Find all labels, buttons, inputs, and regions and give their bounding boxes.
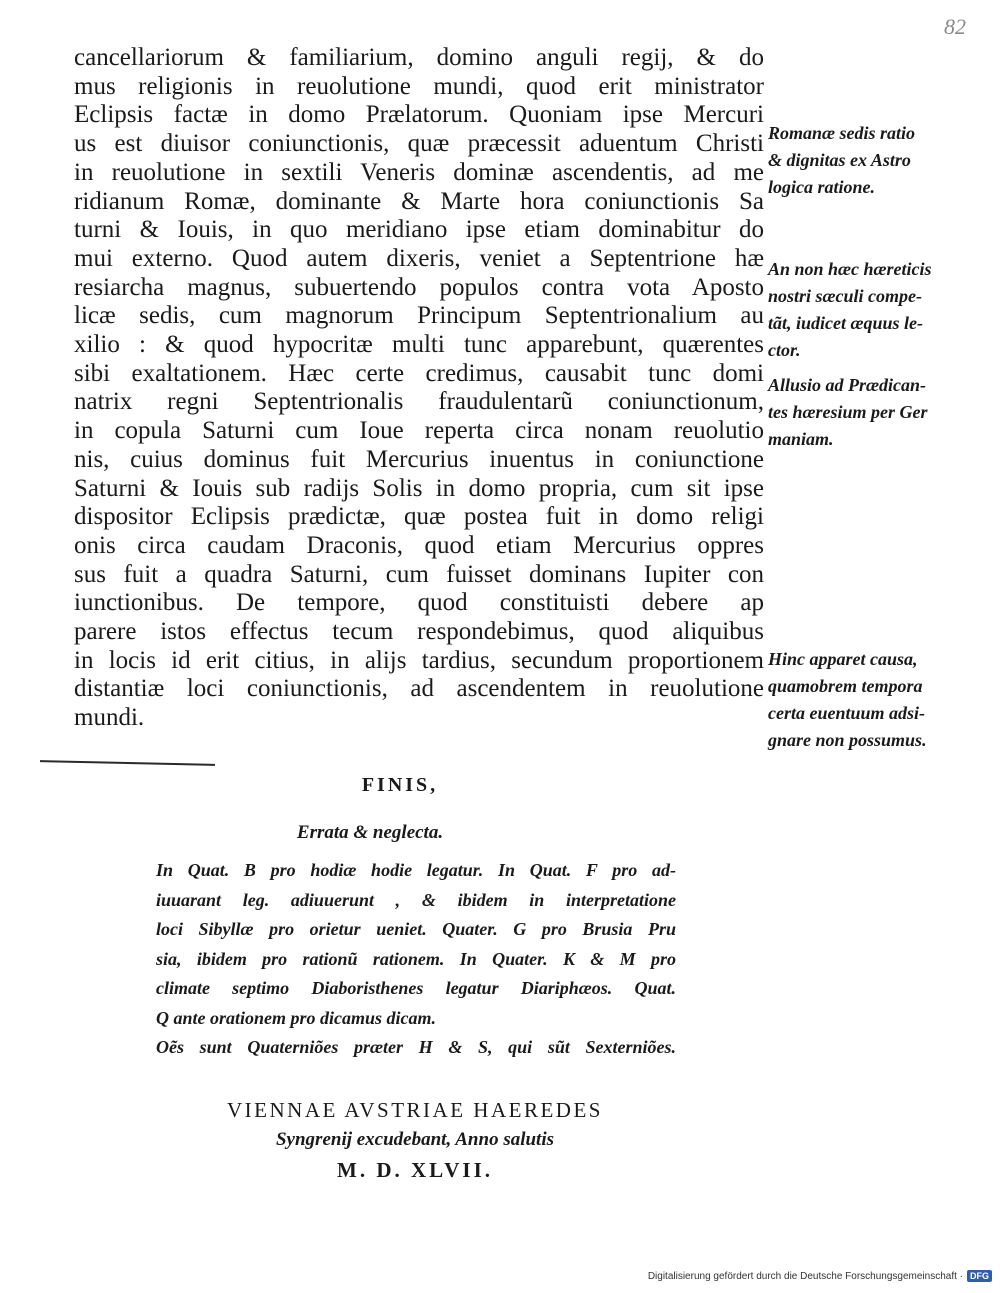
main-text-block — [74, 44, 764, 733]
colophon — [0, 1094, 830, 1186]
errata-line: loci Sibyllæ pro orietur ueniet. Quater. G pro Brusia Pru — [156, 919, 676, 939]
text-line: parere istos effectus tecum respondebimus, quod aliquibus — [74, 618, 764, 646]
text-line: us est diuisor coniunctionis, quæ præcessit aduentum Christi — [74, 130, 764, 158]
margin-note-line: Hinc apparet causa, — [768, 649, 918, 669]
dfg-logo-icon: DFG — [967, 1270, 992, 1282]
margin-note-line: logica ratione. — [768, 177, 875, 197]
text-line: Eclipsis factæ in domo Prælatorum. Quoniam ipse Mercuri — [74, 101, 764, 129]
text-line: ridianum Romæ, dominante & Marte hora coniunctionis Sa — [74, 187, 764, 215]
text-line: iunctionibus. De tempore, quod constituisti debere ap — [74, 589, 764, 617]
errata-line: climate septimo Diaboristhenes legatur Diariphæos. Quat. — [156, 978, 676, 998]
text-line: turni & Iouis, in quo meridiano ipse etiam dominabitur do — [74, 216, 764, 244]
text-line: onis circa caudam Draconis, quod etiam Mercurius oppres — [74, 531, 764, 559]
ink-underline — [40, 760, 215, 766]
margin-note-tempora — [768, 646, 968, 754]
text-line: mundi. — [74, 704, 145, 732]
text-line: mui externo. Quod autem dixeris, veniet a Septentrione hæ — [74, 244, 764, 272]
colophon-year: M. D. XLVII. — [337, 1158, 493, 1182]
margin-note-line: maniam. — [768, 429, 834, 449]
finis-heading: FINIS, — [361, 774, 439, 796]
margin-note-line: nostri sæculi compe- — [768, 286, 923, 306]
margin-note-rome — [768, 120, 968, 201]
errata-line: iuuarant leg. adiuuerunt , & ibidem in interpretatione — [156, 889, 676, 910]
errata-title: Errata & neglecta. — [296, 822, 444, 843]
text-line: in copula Saturni cum Ioue reperta circa nonam reuolutio — [74, 417, 764, 445]
digitization-credit — [648, 1270, 992, 1282]
margin-note-line: Allusio ad Prædican- — [768, 375, 927, 395]
text-line: mus religionis in reuolutione mundi, quod erit ministrator — [74, 72, 764, 100]
text-line: sus fuit a quadra Saturni, cum fuisset dominans Iupiter con — [74, 560, 764, 588]
errata-line: Q ante orationem pro dicamus dicam. — [156, 1007, 437, 1028]
text-line: nis, cuius dominus fuit Mercurius inuentus in coniunctione — [74, 445, 764, 473]
text-line: xilio : & quod hypocritæ multi tunc apparebunt, quærentes — [74, 331, 764, 359]
margin-note-preachers — [768, 372, 968, 453]
credit-text: Digitalisierung gefördert durch die Deutsche Forschungsgemeinschaft · — [647, 1270, 963, 1282]
colophon-imprint: Syngrenij excudebant, Anno salutis — [275, 1129, 555, 1150]
text-line: in reuolutione in sextili Veneris dominæ ascendentis, ad me — [74, 158, 764, 186]
errata-line: sia, ibidem pro rationũ rationem. In Quater. K & M pro — [156, 948, 676, 969]
text-line: sibi exaltationem. Hæc certe credimus, causabit tunc domi — [74, 359, 764, 387]
colophon-printer: VIENNAE AVSTRIAE HAEREDES — [227, 1098, 603, 1122]
text-line: distantiæ loci coniunctionis, ad ascendentem in reuolutione — [74, 675, 764, 703]
errata-line: Oẽs sunt Quaterniões præter H & S, qui sũt Sexterniões. — [156, 1037, 676, 1057]
margin-note-heretics — [768, 256, 968, 364]
margin-note-line: tãt, iudicet æquus le- — [768, 313, 924, 333]
margin-note-line: gnare non possumus. — [768, 730, 927, 750]
text-line: natrix regni Septentrionalis fraudulentarũ coniunctionum, — [74, 388, 764, 416]
margin-note-line: An non hæc hæreticis — [768, 259, 932, 279]
text-line: resiarcha magnus, subuertendo populos contra vota Aposto — [74, 273, 764, 301]
margin-note-line: & dignitas ex Astro — [768, 150, 911, 170]
text-line: cancellariorum & familiarium, domino anguli regij, & do — [74, 44, 764, 71]
errata-block — [156, 856, 676, 1063]
folio-number: 82 — [944, 14, 966, 39]
text-line: Saturni & Iouis sub radijs Solis in domo propria, cum sit ipse — [74, 474, 764, 502]
text-line: in locis id erit citius, in alijs tardius, secundum proportionem — [74, 646, 764, 674]
text-line: dispositor Eclipsis prædictæ, quæ postea fuit in domo religi — [74, 503, 764, 531]
margin-note-line: Romanæ sedis ratio — [768, 123, 916, 143]
margin-note-line: certa euentuum adsi- — [768, 703, 926, 723]
margin-note-line: quamobrem tempora — [768, 676, 923, 696]
text-line: licæ sedis, cum magnorum Principum Septentrionalium au — [74, 302, 764, 330]
errata-line: In Quat. B pro hodiæ hodie legatur. In Quat. F pro ad- — [156, 860, 676, 880]
margin-note-line: tes hæresium per Ger — [768, 402, 928, 422]
margin-note-line: ctor. — [768, 340, 801, 360]
